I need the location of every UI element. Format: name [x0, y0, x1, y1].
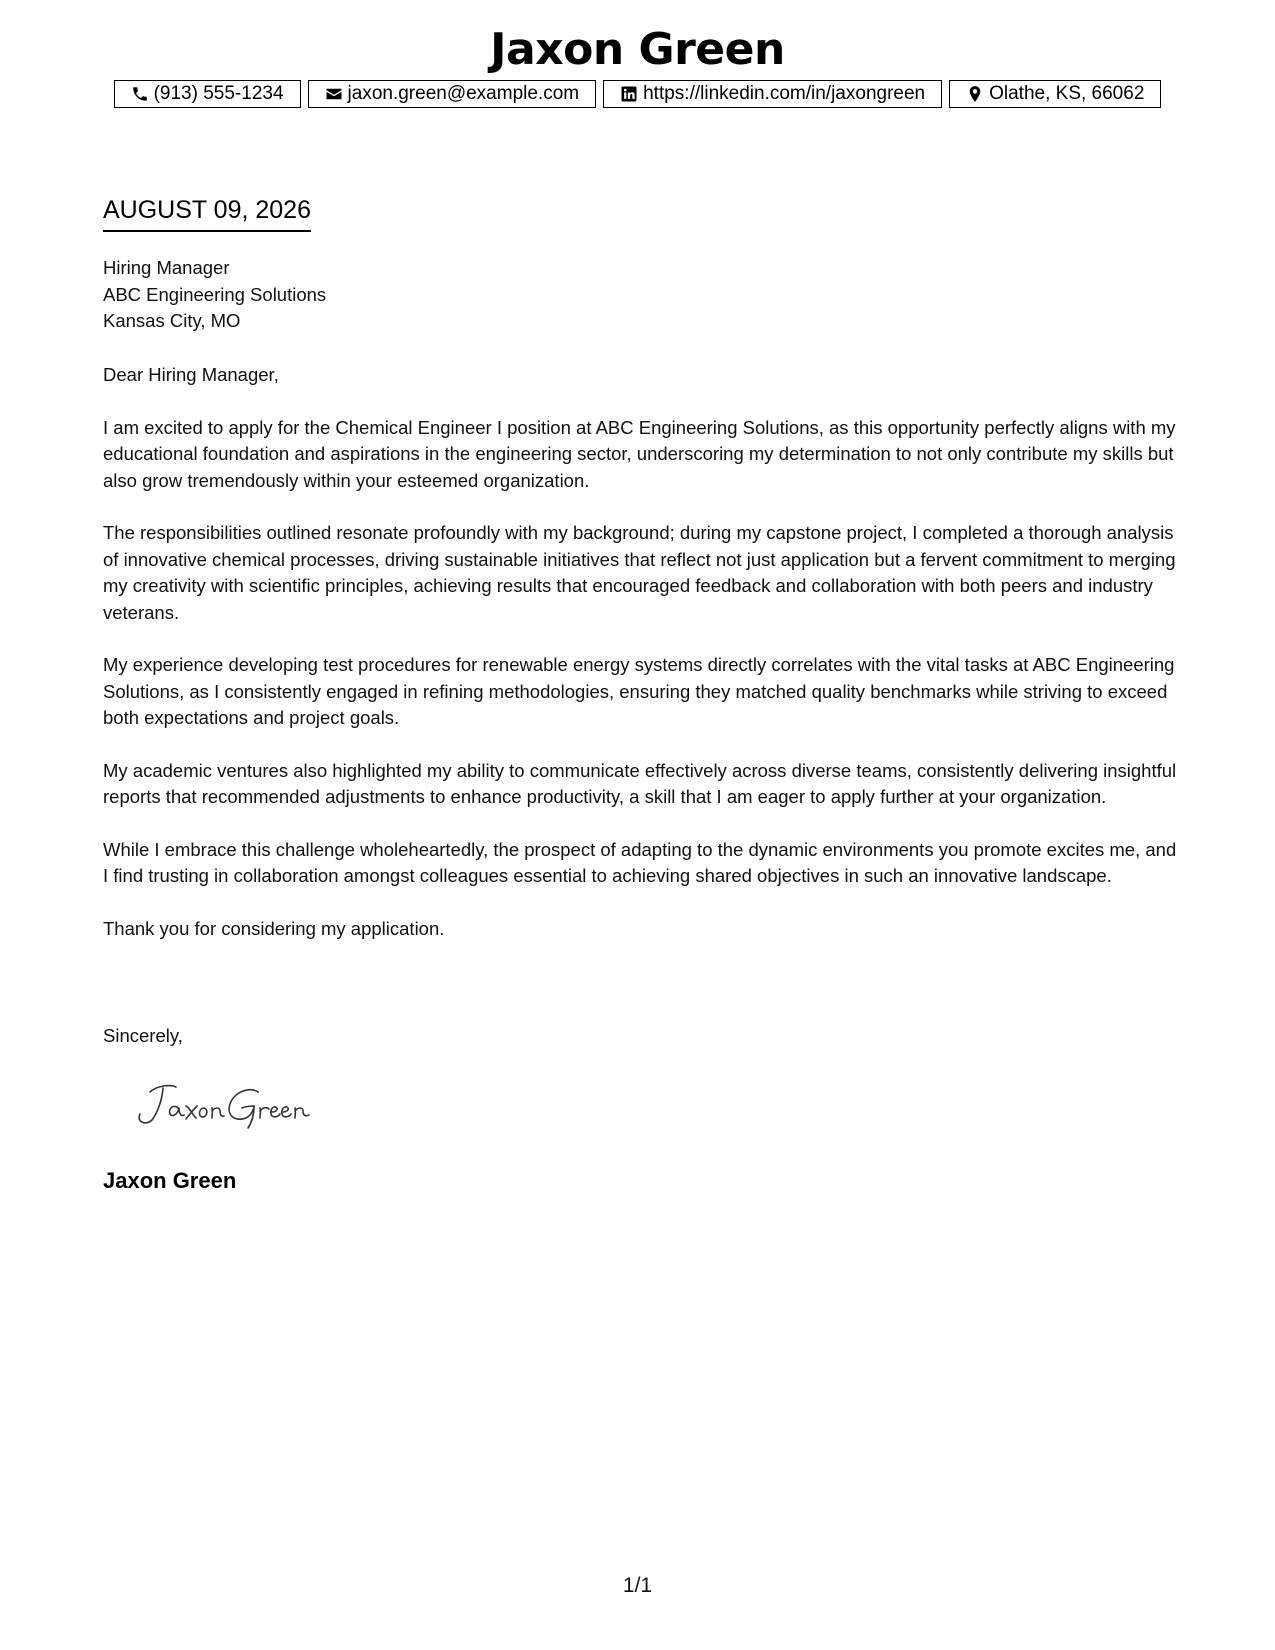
linkedin-contact[interactable]: [603, 80, 942, 108]
body-paragraph: While I embrace this challenge wholeheartedly, the prospect of adapting to the dynamic environments you promote excites me, and I find trusting in collaboration amongst colleagues essential to achieving shared objectives in such an innovative landscape.: [103, 838, 1177, 886]
phone-contact[interactable]: [114, 80, 301, 108]
recipient-title: Hiring Manager: [103, 257, 230, 278]
phone-text: (913) 555-1234: [153, 83, 284, 104]
letter-body: [103, 362, 1183, 968]
body-paragraph: My experience developing test procedures for renewable energy systems directly correlates with the vital tasks at ABC Engineering Solutions, as I consistently engaged in refining methodologies, ensuring they matched quality benchmarks while striving to exceed both expectations and project goals.: [103, 654, 1175, 728]
signed-name: Jaxon Green: [103, 1168, 237, 1193]
envelope-icon: [325, 85, 343, 103]
recipient-company: ABC Engineering Solutions: [103, 283, 327, 305]
body-paragraph: I am excited to apply for the Chemical Engineer I position at ABC Engineering Solutions, as this opportunity perfectly aligns with my educational foundation and aspirations in the engineering sector, underscoring my determination to not only contribute my skills but also grow tremendously within your esteemed organization.: [103, 416, 1176, 491]
linkedin-icon: [620, 85, 638, 103]
closing-text: Sincerely,: [103, 1025, 183, 1046]
linkedin-text: https://linkedin.com/in/jaxongreen: [643, 83, 926, 104]
page-number: 1/1: [622, 1574, 653, 1597]
location-contact[interactable]: [949, 80, 1161, 108]
email-text: jaxon.green@example.com: [347, 83, 580, 104]
contact-bar: [0, 80, 1275, 108]
recipient-block: [103, 255, 326, 335]
handwritten-signature: [130, 1078, 340, 1130]
body-paragraph: The responsibilities outlined resonate profoundly with my background; during my capstone project, I completed a thorough analysis of innovative chemical processes, driving sustainable initiatives that reflect not just application but a fervent commitment to merging my creativity with scientific principles, achieving results that encouraged feedback and collaboration with both peers and industry veterans.: [103, 522, 1176, 623]
body-paragraph: My academic ventures also highlighted my ability to communicate effectively across diverse teams, consistently delivering insightful reports that recommended adjustments to enhance productivity, a skill that I am eager to apply further at your organization.: [103, 759, 1177, 807]
applicant-name: Jaxon Green: [490, 24, 785, 75]
location-text: Olathe, KS, 66062: [989, 83, 1145, 104]
phone-icon: [131, 85, 149, 103]
letter-date: AUGUST 09, 2026: [103, 194, 311, 232]
recipient-location: Kansas City, MO: [103, 310, 241, 331]
email-contact[interactable]: [308, 80, 597, 108]
body-paragraph: Thank you for considering my application.: [103, 917, 445, 939]
map-marker-icon: [966, 85, 984, 103]
salutation: Dear Hiring Manager,: [103, 364, 279, 385]
